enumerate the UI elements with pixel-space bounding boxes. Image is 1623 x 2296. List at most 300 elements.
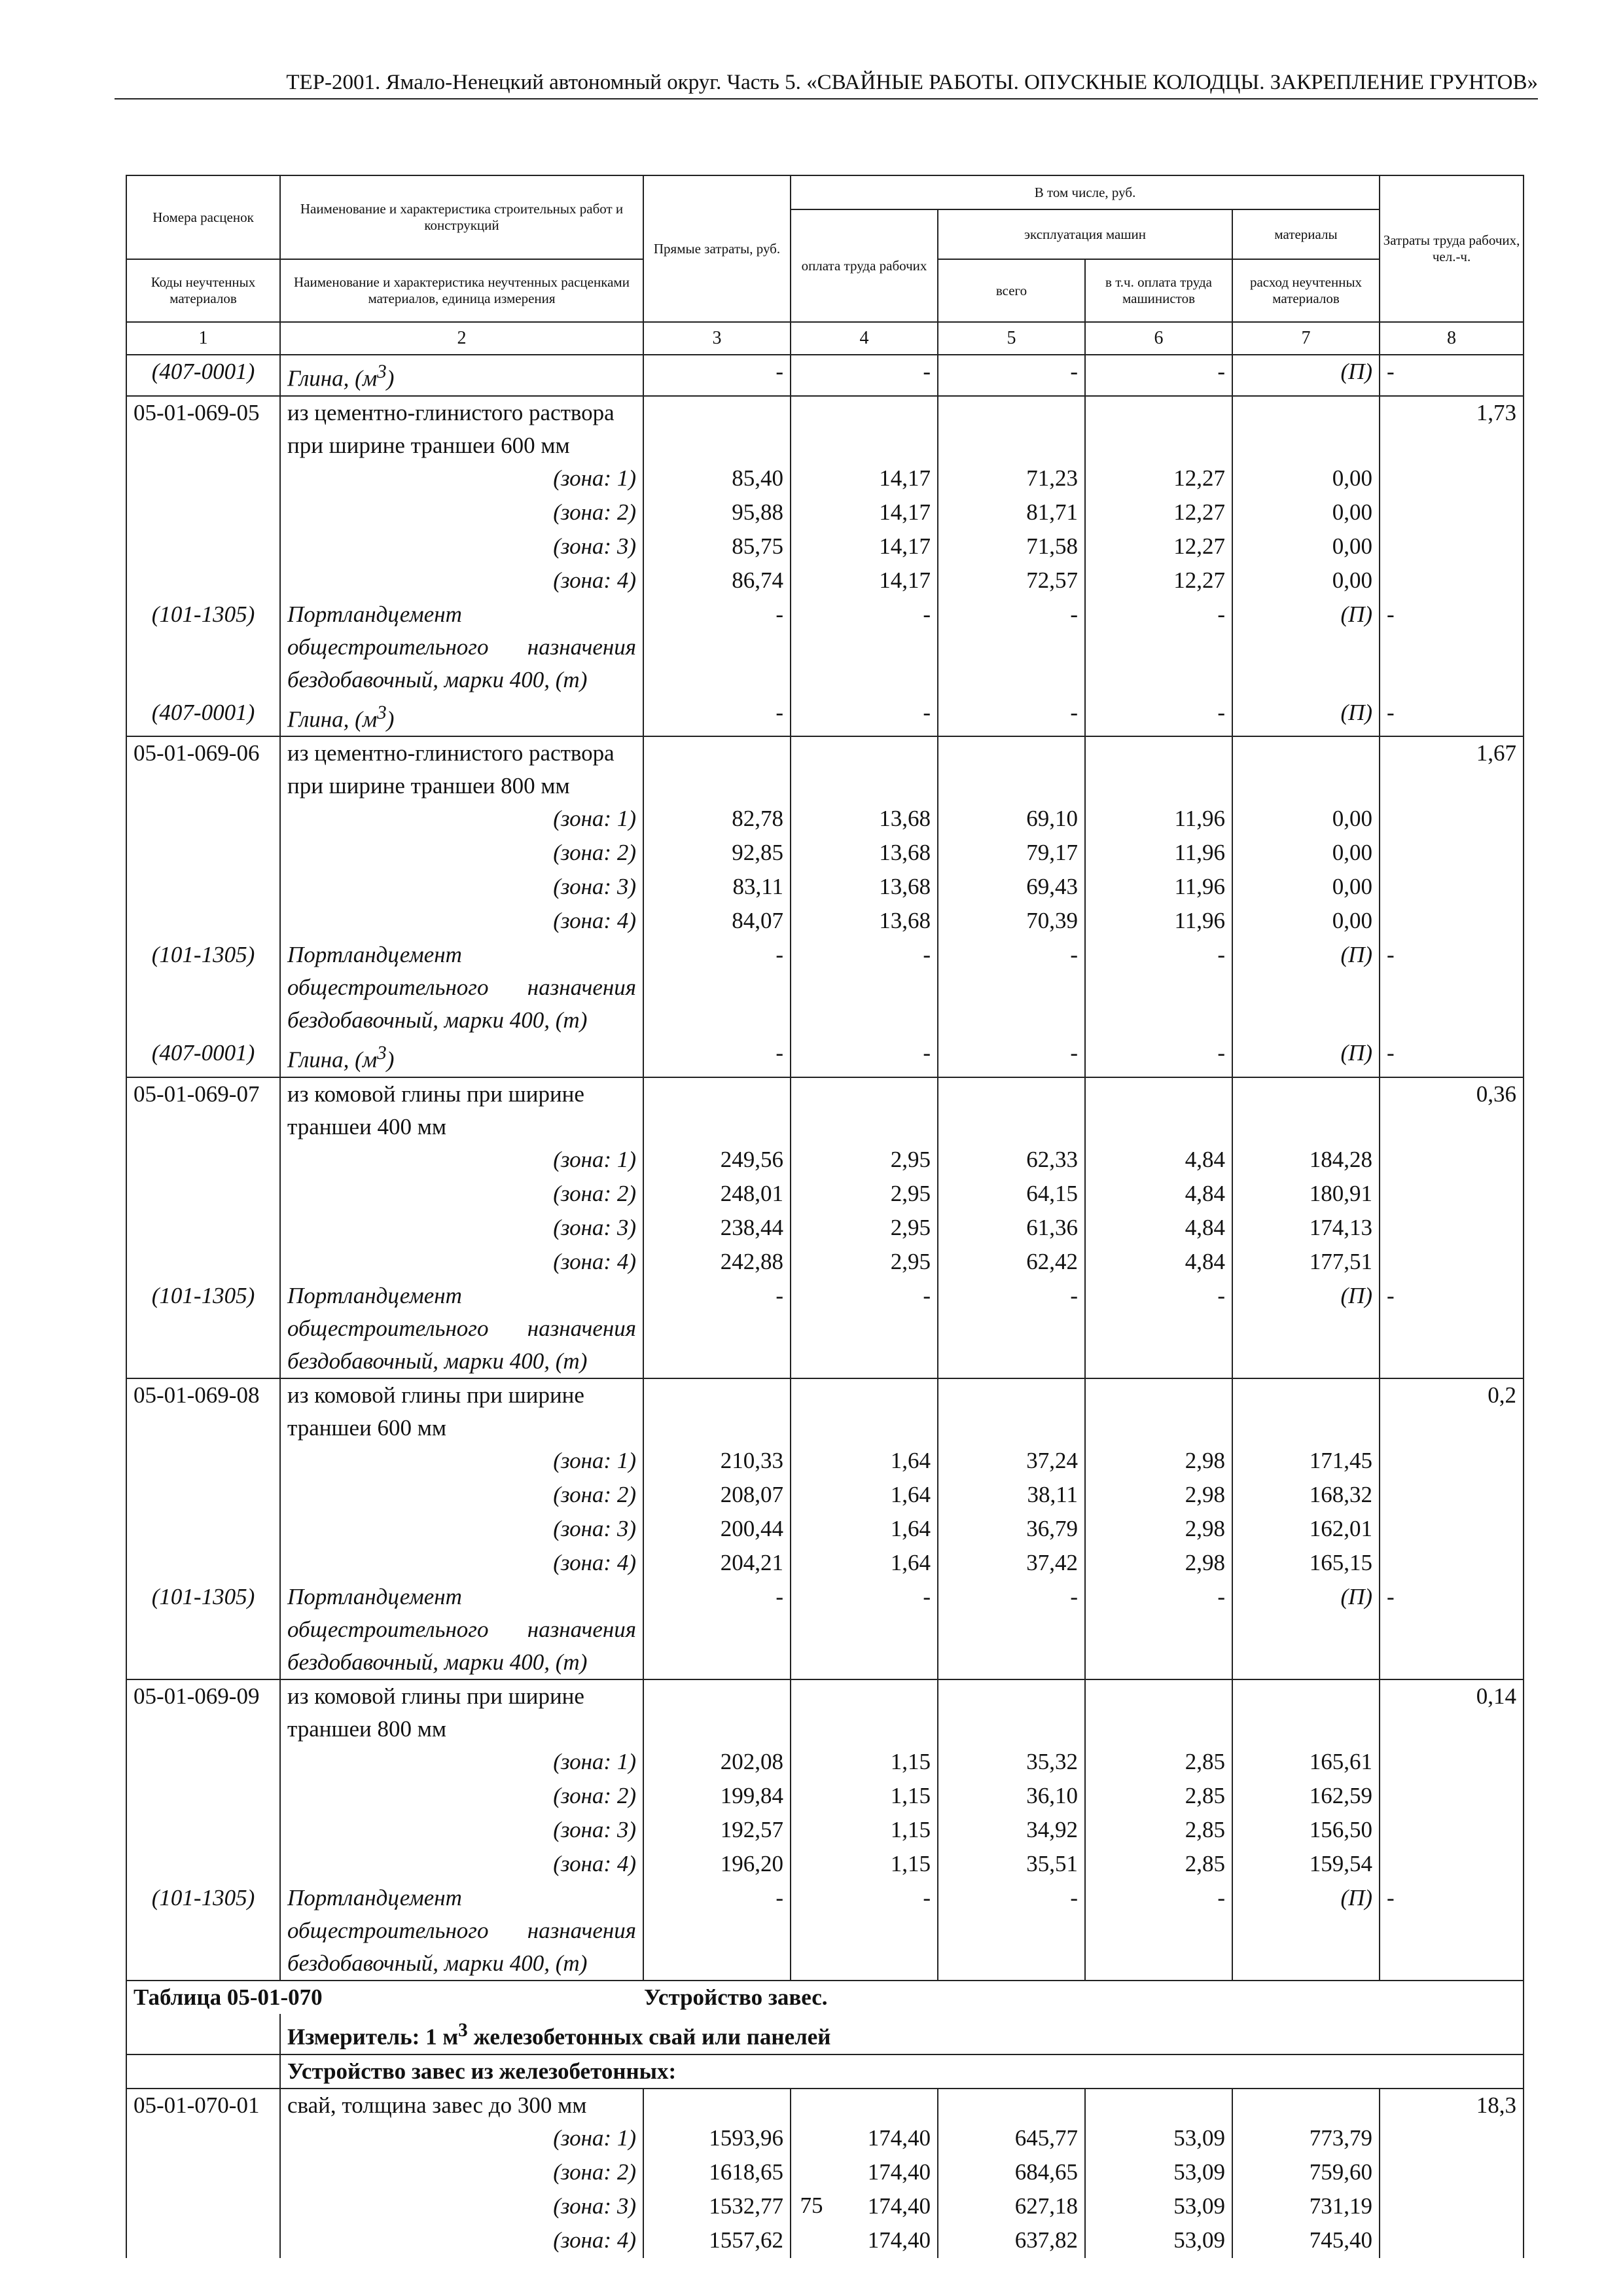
material-row (126, 696, 1524, 737)
zone-row (126, 496, 1524, 530)
header-name-bottom: Наименование и характеристика неучтенных расценками материалов, единица измерения (280, 259, 643, 322)
dash-cell: - (791, 1280, 938, 1378)
material-code: (407-0001) (126, 1037, 280, 1077)
material-code: (407-0001) (126, 696, 280, 737)
dash-cell: - (1380, 939, 1524, 1037)
measure-prefix: Измеритель: 1 м (287, 2024, 459, 2050)
empty-cell (126, 2014, 280, 2054)
rate-row (126, 736, 1524, 802)
empty-cell (643, 736, 791, 802)
empty-cell (126, 905, 280, 939)
zone-row (126, 1211, 1524, 1246)
material-unit-exponent: 3 (377, 361, 387, 382)
zone-row (126, 2122, 1524, 2156)
material-name-text: Глина, (м (287, 365, 378, 391)
empty-cell (1380, 1780, 1524, 1814)
rate-row (126, 396, 1524, 462)
empty-cell (126, 564, 280, 598)
empty-cell (1232, 1077, 1380, 1143)
rate-description: из комовой глины при ширине траншеи 800 мм (280, 1679, 643, 1746)
labor-cost: 0,36 (1380, 1077, 1524, 1143)
empty-cell (938, 1077, 1085, 1143)
empty-cell (1085, 2089, 1232, 2122)
value-cell: 36,10 (938, 1780, 1085, 1814)
value-cell: 2,98 (1085, 1444, 1232, 1479)
value-cell: 34,92 (938, 1814, 1085, 1848)
value-cell: 35,51 (938, 1848, 1085, 1882)
empty-cell (938, 396, 1085, 462)
column-number: 3 (643, 322, 791, 355)
value-cell: 684,65 (938, 2156, 1085, 2190)
value-cell: 84,07 (643, 905, 791, 939)
empty-cell (643, 1077, 791, 1143)
empty-cell (126, 802, 280, 836)
rate-code: 05-01-070-01 (126, 2089, 280, 2122)
empty-cell (1380, 496, 1524, 530)
empty-cell (1085, 1077, 1232, 1143)
p-mark: (П) (1232, 598, 1380, 696)
header-material-use: расход неучтенных материалов (1232, 259, 1380, 322)
empty-cell (126, 2224, 280, 2258)
zone-row (126, 1780, 1524, 1814)
zone-row (126, 1848, 1524, 1882)
value-cell: 2,95 (791, 1143, 938, 1177)
material-row (126, 355, 1524, 396)
empty-cell (1380, 1746, 1524, 1780)
table-measure (280, 2014, 1524, 2054)
value-cell: 242,88 (643, 1246, 791, 1280)
p-mark: (П) (1232, 1581, 1380, 1679)
dash-cell: - (643, 696, 791, 737)
empty-cell (1232, 1378, 1380, 1444)
rate-code: 05-01-069-07 (126, 1077, 280, 1143)
value-cell: 238,44 (643, 1211, 791, 1246)
dash-cell: - (1085, 1280, 1232, 1378)
value-cell: 177,51 (1232, 1246, 1380, 1280)
value-cell: 627,18 (938, 2190, 1085, 2224)
zone-label: (зона: 2) (280, 1479, 643, 1513)
empty-cell (126, 870, 280, 905)
zone-row (126, 1746, 1524, 1780)
page-number: 75 (800, 2193, 823, 2218)
value-cell: 36,79 (938, 1513, 1085, 1547)
dash-cell: - (938, 355, 1085, 396)
column-number: 8 (1380, 322, 1524, 355)
dash-cell: - (791, 696, 938, 737)
rate-description: из комовой глины при ширине траншеи 400 мм (280, 1077, 643, 1143)
value-cell: 53,09 (1085, 2190, 1232, 2224)
value-cell: 71,23 (938, 462, 1085, 496)
header-materials: материалы (1232, 209, 1380, 259)
material-name (280, 1037, 643, 1077)
value-cell: 249,56 (643, 1143, 791, 1177)
zone-row (126, 2156, 1524, 2190)
zone-label: (зона: 4) (280, 2224, 643, 2258)
empty-cell (1380, 462, 1524, 496)
empty-cell (1380, 1143, 1524, 1177)
empty-cell (1380, 1814, 1524, 1848)
value-cell: 4,84 (1085, 1246, 1232, 1280)
zone-label: (зона: 3) (280, 1814, 643, 1848)
empty-cell (791, 2089, 938, 2122)
value-cell: 2,85 (1085, 1848, 1232, 1882)
dash-cell: - (791, 1581, 938, 1679)
value-cell: 165,61 (1232, 1746, 1380, 1780)
empty-cell (1380, 1848, 1524, 1882)
value-cell: 83,11 (643, 870, 791, 905)
empty-cell (1380, 1444, 1524, 1479)
value-cell: 0,00 (1232, 905, 1380, 939)
value-cell: 92,85 (643, 836, 791, 870)
empty-cell (1380, 530, 1524, 564)
dash-cell: - (938, 696, 1085, 737)
material-name: Портландцемент общестроительного назначения бездобавочный, марки 400, (т) (280, 1581, 643, 1679)
empty-cell (1380, 1177, 1524, 1211)
empty-cell (1085, 1378, 1232, 1444)
rate-row (126, 1679, 1524, 1746)
empty-cell (1380, 905, 1524, 939)
empty-cell (1380, 1211, 1524, 1246)
rate-row (126, 2089, 1524, 2122)
empty-cell (1232, 396, 1380, 462)
value-cell: 11,96 (1085, 836, 1232, 870)
dash-cell: - (938, 1581, 1085, 1679)
header-codes-bottom: Коды неучтенных материалов (126, 259, 280, 322)
value-cell: 12,27 (1085, 564, 1232, 598)
empty-cell (126, 1444, 280, 1479)
value-cell: 0,00 (1232, 462, 1380, 496)
dash-cell: - (791, 1882, 938, 1981)
value-cell: 192,57 (643, 1814, 791, 1848)
value-cell: 38,11 (938, 1479, 1085, 1513)
empty-cell (126, 462, 280, 496)
p-mark: (П) (1232, 696, 1380, 737)
dash-cell: - (1380, 1882, 1524, 1981)
value-cell: 162,01 (1232, 1513, 1380, 1547)
value-cell: 70,39 (938, 905, 1085, 939)
value-cell: 1557,62 (643, 2224, 791, 2258)
empty-cell (126, 1814, 280, 1848)
value-cell: 62,42 (938, 1246, 1085, 1280)
zone-row (126, 870, 1524, 905)
dash-cell: - (643, 1882, 791, 1981)
value-cell: 12,27 (1085, 530, 1232, 564)
zone-row (126, 1444, 1524, 1479)
value-cell: 210,33 (643, 1444, 791, 1479)
value-cell: 35,32 (938, 1746, 1085, 1780)
dash-cell: - (1085, 1037, 1232, 1077)
value-cell: 1,15 (791, 1814, 938, 1848)
empty-cell (791, 736, 938, 802)
dash-cell: - (791, 939, 938, 1037)
value-cell: 53,09 (1085, 2122, 1232, 2156)
zone-row (126, 905, 1524, 939)
empty-cell (1232, 736, 1380, 802)
dash-cell: - (1085, 939, 1232, 1037)
value-cell: 2,95 (791, 1177, 938, 1211)
material-name: Портландцемент общестроительного назначения бездобавочный, марки 400, (т) (280, 598, 643, 696)
value-cell: 86,74 (643, 564, 791, 598)
material-name: Портландцемент общестроительного назначения бездобавочный, марки 400, (т) (280, 939, 643, 1037)
material-unit-exponent: 3 (377, 1043, 387, 1064)
empty-cell (126, 1513, 280, 1547)
dash-cell: - (1085, 1882, 1232, 1981)
value-cell: 85,75 (643, 530, 791, 564)
rate-description: из цементно-глинистого раствора при ширине траншеи 600 мм (280, 396, 643, 462)
empty-cell (643, 2089, 791, 2122)
material-code: (101-1305) (126, 1581, 280, 1679)
empty-cell (1380, 2224, 1524, 2258)
header-direct: Прямые затраты, руб. (643, 175, 791, 322)
material-code: (101-1305) (126, 1882, 280, 1981)
zone-row (126, 1246, 1524, 1280)
dash-cell: - (938, 1037, 1085, 1077)
value-cell: 82,78 (643, 802, 791, 836)
value-cell: 2,98 (1085, 1513, 1232, 1547)
dash-cell: - (1380, 355, 1524, 396)
value-cell: 156,50 (1232, 1814, 1380, 1848)
empty-cell (1085, 396, 1232, 462)
value-cell: 53,09 (1085, 2156, 1232, 2190)
empty-cell (1085, 736, 1232, 802)
value-cell: 2,85 (1085, 1814, 1232, 1848)
value-cell: 37,24 (938, 1444, 1085, 1479)
zone-row (126, 1513, 1524, 1547)
dash-cell: - (643, 1280, 791, 1378)
zone-row (126, 1547, 1524, 1581)
dash-cell: - (938, 1280, 1085, 1378)
value-cell: 11,96 (1085, 905, 1232, 939)
empty-cell (1380, 2122, 1524, 2156)
dash-cell: - (791, 598, 938, 696)
rate-description: из комовой глины при ширине траншеи 600 мм (280, 1378, 643, 1444)
header-workers: Затраты труда рабочих, чел.-ч. (1380, 175, 1524, 322)
empty-cell (126, 1780, 280, 1814)
header-codes: Номера расценок (126, 175, 280, 259)
value-cell: 62,33 (938, 1143, 1085, 1177)
column-number: 5 (938, 322, 1085, 355)
dash-cell: - (791, 1037, 938, 1077)
zone-label: (зона: 4) (280, 564, 643, 598)
zone-label: (зона: 2) (280, 836, 643, 870)
rates-table (126, 175, 1524, 2258)
column-number: 4 (791, 322, 938, 355)
page-title: ТЕР-2001. Ямало-Ненецкий автономный округ. Часть 5. «СВАЙНЫЕ РАБОТЫ. ОПУСКНЫЕ КОЛОДЦЫ. ЗАКРЕПЛЕНИЕ ГРУНТОВ» (115, 69, 1538, 99)
value-cell: 174,40 (791, 2190, 938, 2224)
empty-cell (126, 836, 280, 870)
value-cell: 174,40 (791, 2122, 938, 2156)
value-cell: 69,10 (938, 802, 1085, 836)
value-cell: 759,60 (1232, 2156, 1380, 2190)
empty-cell (643, 1378, 791, 1444)
empty-cell (938, 1679, 1085, 1746)
value-cell: 1,15 (791, 1746, 938, 1780)
column-number: 6 (1085, 322, 1232, 355)
empty-cell (938, 1378, 1085, 1444)
empty-cell (643, 1679, 791, 1746)
value-cell: 1,64 (791, 1547, 938, 1581)
value-cell: 1618,65 (643, 2156, 791, 2190)
value-cell: 2,85 (1085, 1746, 1232, 1780)
value-cell: 645,77 (938, 2122, 1085, 2156)
material-row (126, 1037, 1524, 1077)
dash-cell: - (643, 355, 791, 396)
dash-cell: - (1380, 1037, 1524, 1077)
empty-cell (1085, 1679, 1232, 1746)
value-cell: 71,58 (938, 530, 1085, 564)
zone-row (126, 1177, 1524, 1211)
empty-cell (126, 1246, 280, 1280)
labor-cost: 1,73 (1380, 396, 1524, 462)
value-cell: 14,17 (791, 530, 938, 564)
zone-label: (зона: 4) (280, 1547, 643, 1581)
dash-cell: - (1380, 1280, 1524, 1378)
zone-label: (зона: 4) (280, 905, 643, 939)
rate-description: из цементно-глинистого раствора при ширине траншеи 800 мм (280, 736, 643, 802)
material-row (126, 598, 1524, 696)
value-cell: 2,85 (1085, 1780, 1232, 1814)
p-mark: (П) (1232, 939, 1380, 1037)
value-cell: 208,07 (643, 1479, 791, 1513)
dash-cell: - (1085, 1581, 1232, 1679)
value-cell: 14,17 (791, 462, 938, 496)
dash-cell: - (643, 1581, 791, 1679)
zone-label: (зона: 2) (280, 1177, 643, 1211)
zone-label: (зона: 3) (280, 1513, 643, 1547)
measure-suffix: железобетонных свай или панелей (467, 2024, 831, 2050)
value-cell: 12,27 (1085, 496, 1232, 530)
empty-cell (1232, 1679, 1380, 1746)
value-cell: 81,71 (938, 496, 1085, 530)
value-cell: 745,40 (1232, 2224, 1380, 2258)
value-cell: 248,01 (643, 1177, 791, 1211)
value-cell: 184,28 (1232, 1143, 1380, 1177)
value-cell: 731,19 (1232, 2190, 1380, 2224)
empty-cell (791, 1077, 938, 1143)
labor-cost: 0,14 (1380, 1679, 1524, 1746)
empty-cell (938, 736, 1085, 802)
value-cell: 0,00 (1232, 496, 1380, 530)
value-cell: 1,64 (791, 1444, 938, 1479)
value-cell: 1,15 (791, 1848, 938, 1882)
empty-cell (1380, 836, 1524, 870)
zone-row (126, 2224, 1524, 2258)
zone-label: (зона: 3) (280, 870, 643, 905)
value-cell: 2,98 (1085, 1547, 1232, 1581)
column-number: 1 (126, 322, 280, 355)
header-incl: В том числе, руб. (791, 175, 1380, 209)
value-cell: 180,91 (1232, 1177, 1380, 1211)
value-cell: 0,00 (1232, 564, 1380, 598)
material-name (280, 355, 643, 396)
value-cell: 1,64 (791, 1513, 938, 1547)
value-cell: 165,15 (1232, 1547, 1380, 1581)
zone-label: (зона: 2) (280, 496, 643, 530)
material-name-close: ) (386, 365, 395, 391)
empty-cell (1380, 564, 1524, 598)
value-cell: 0,00 (1232, 802, 1380, 836)
empty-cell (643, 396, 791, 462)
value-cell: 174,40 (791, 2224, 938, 2258)
dash-cell: - (938, 1882, 1085, 1981)
value-cell: 199,84 (643, 1780, 791, 1814)
zone-label: (зона: 4) (280, 1246, 643, 1280)
value-cell: 2,98 (1085, 1479, 1232, 1513)
empty-cell (1380, 1547, 1524, 1581)
material-name-close: ) (386, 1047, 395, 1073)
empty-cell (126, 1848, 280, 1882)
zone-label: (зона: 3) (280, 2190, 643, 2224)
value-cell: 53,09 (1085, 2224, 1232, 2258)
table-subheading: Устройство завес из железобетонных: (280, 2054, 1524, 2089)
material-name: Портландцемент общестроительного назначения бездобавочный, марки 400, (т) (280, 1882, 643, 1981)
header-name: Наименование и характеристика строительных работ и конструкций (280, 175, 643, 259)
dash-cell: - (938, 939, 1085, 1037)
empty-cell (1380, 870, 1524, 905)
value-cell: 637,82 (938, 2224, 1085, 2258)
value-cell: 174,40 (791, 2156, 938, 2190)
zone-label: (зона: 1) (280, 1746, 643, 1780)
empty-cell (126, 2054, 280, 2089)
material-code: (407-0001) (126, 355, 280, 396)
dash-cell: - (1380, 696, 1524, 737)
value-cell: 72,57 (938, 564, 1085, 598)
header-machines: эксплуатация машин (938, 209, 1232, 259)
value-cell: 2,95 (791, 1211, 938, 1246)
value-cell: 1,15 (791, 1780, 938, 1814)
value-cell: 64,15 (938, 1177, 1085, 1211)
zone-label: (зона: 2) (280, 1780, 643, 1814)
dash-cell: - (938, 598, 1085, 696)
empty-cell (126, 1479, 280, 1513)
value-cell: 37,42 (938, 1547, 1085, 1581)
zone-row (126, 462, 1524, 496)
value-cell: 1593,96 (643, 2122, 791, 2156)
zone-row (126, 1479, 1524, 1513)
rate-code: 05-01-069-06 (126, 736, 280, 802)
zone-row (126, 564, 1524, 598)
value-cell: 171,45 (1232, 1444, 1380, 1479)
empty-cell (126, 2122, 280, 2156)
rate-code: 05-01-069-08 (126, 1378, 280, 1444)
rate-description: свай, толщина завес до 300 мм (280, 2089, 643, 2122)
value-cell: 11,96 (1085, 802, 1232, 836)
material-row (126, 1280, 1524, 1378)
header-machinists: в т.ч. оплата труда машинистов (1085, 259, 1232, 322)
value-cell: 0,00 (1232, 836, 1380, 870)
empty-cell (126, 530, 280, 564)
material-row (126, 939, 1524, 1037)
empty-cell (126, 1746, 280, 1780)
empty-cell (126, 1547, 280, 1581)
value-cell: 69,43 (938, 870, 1085, 905)
value-cell: 204,21 (643, 1547, 791, 1581)
material-name-text: Глина, (м (287, 706, 378, 732)
value-cell: 159,54 (1232, 1848, 1380, 1882)
value-cell: 1,64 (791, 1479, 938, 1513)
rate-code: 05-01-069-09 (126, 1679, 280, 1746)
zone-row (126, 836, 1524, 870)
material-name (280, 696, 643, 737)
value-cell: 61,36 (938, 1211, 1085, 1246)
rate-code: 05-01-069-05 (126, 396, 280, 462)
empty-cell (126, 496, 280, 530)
p-mark: (П) (1232, 355, 1380, 396)
empty-cell (126, 2156, 280, 2190)
value-cell: 13,68 (791, 836, 938, 870)
zone-label: (зона: 1) (280, 1444, 643, 1479)
labor-cost: 18,3 (1380, 2089, 1524, 2122)
